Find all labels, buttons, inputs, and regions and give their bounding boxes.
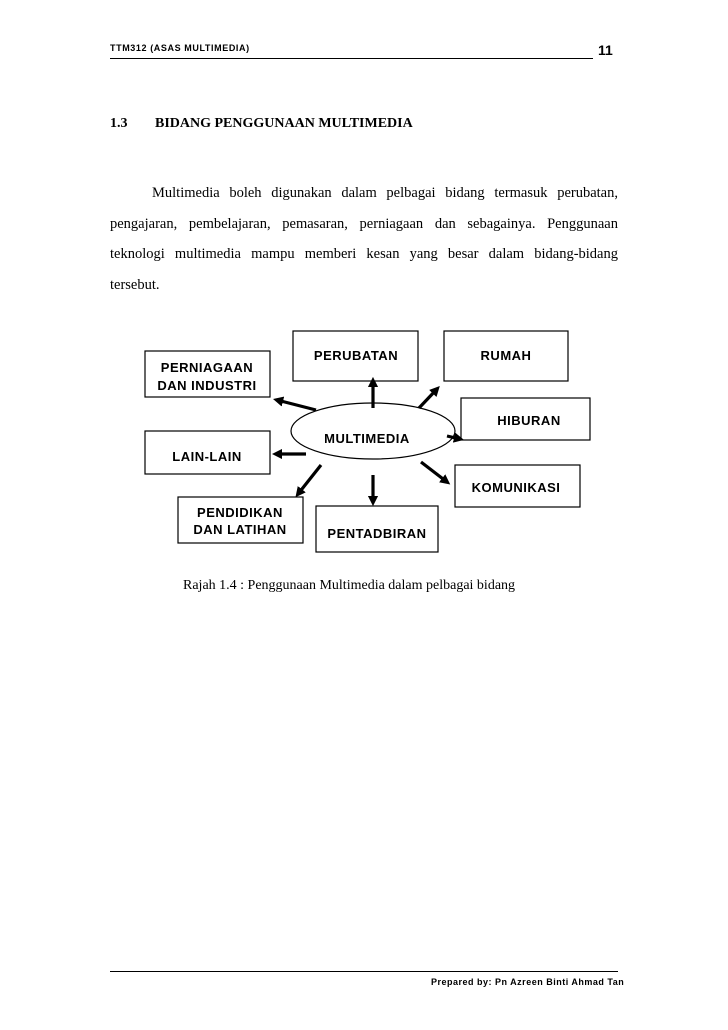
label-perubatan: PERUBATAN [313, 348, 399, 363]
arrow-to-pendidikan [298, 465, 321, 494]
label-pendidikan-line2: DAN LATIHAN [193, 522, 287, 537]
label-pentadbiran: PENTADBIRAN [327, 526, 427, 541]
label-pendidikan-line1: PENDIDIKAN [197, 505, 283, 520]
body-paragraph: Multimedia boleh digunakan dalam pelbagai bidang termasuk perubatan, pengajaran, pembelajaran, pemasaran, perniagaan dan sebagainya. Penggunaan teknologi multimedia mampu memberi kesan yang besar dalam bidang-bidang tersebut. [110, 185, 618, 293]
header-course: TTM312 (ASAS MULTIMEDIA) [110, 43, 250, 53]
label-komunikasi: KOMUNIKASI [471, 480, 561, 495]
figure-caption: Rajah 1.4 : Penggunaan Multimedia dalam pelbagai bidang [183, 578, 516, 593]
arrow-to-rumah [419, 389, 437, 408]
label-rumah: RUMAH [480, 348, 532, 363]
label-perniagaan-line2: DAN INDUSTRI [157, 378, 257, 393]
label-perniagaan-line1: PERNIAGAAN [160, 360, 254, 375]
arrow-to-perniagaan [277, 400, 316, 410]
label-lain-lain: LAIN-LAIN [172, 449, 242, 464]
label-hiburan: HIBURAN [497, 413, 561, 428]
label-center: MULTIMEDIA [324, 431, 410, 446]
footer-rule [110, 971, 618, 972]
page-number: 11 [598, 42, 613, 58]
footer-prepared-by: Prepared by: Pn Azreen Binti Ahmad Tan [431, 977, 625, 987]
section-title: BIDANG PENGGUNAAN MULTIMEDIA [155, 116, 413, 131]
arrow-to-komunikasi [421, 462, 447, 482]
section-number: 1.3 [110, 116, 128, 131]
